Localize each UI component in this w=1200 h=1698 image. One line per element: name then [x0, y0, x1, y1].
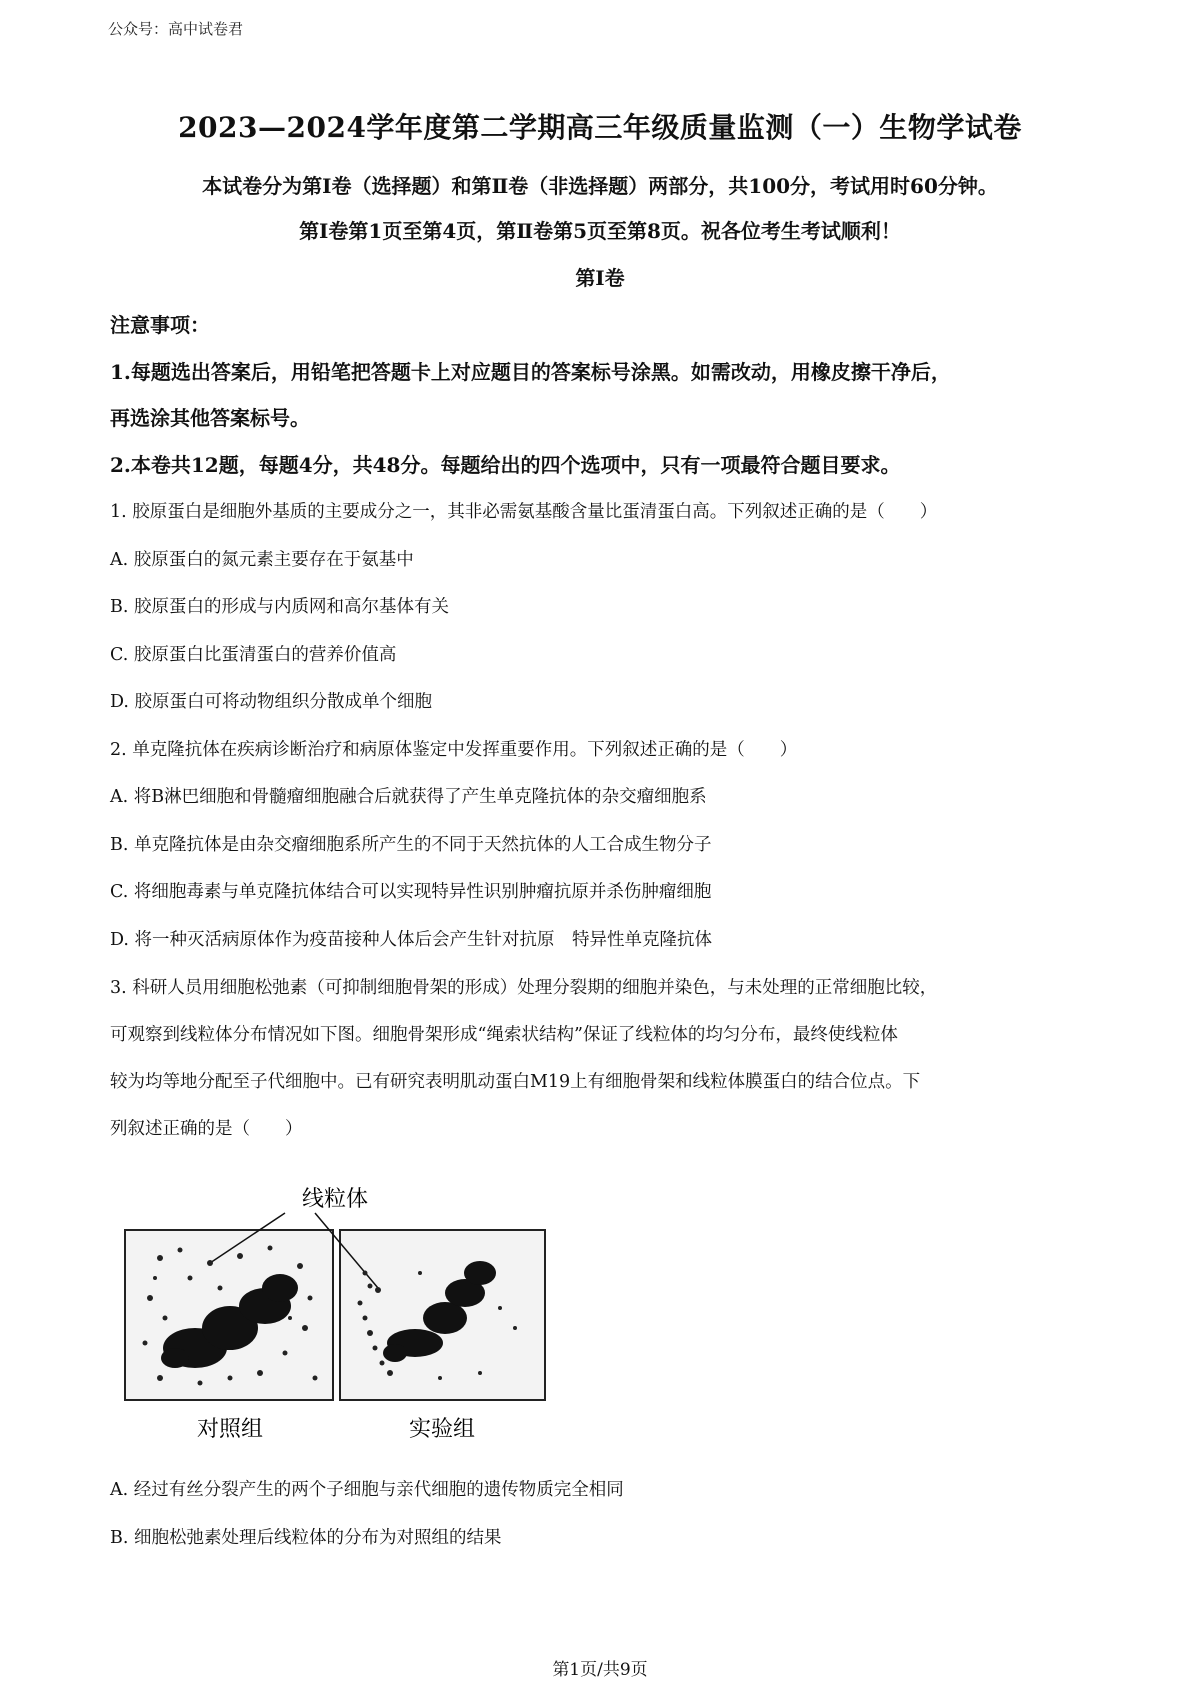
page-title: 2023—2024学年度第二学期高三年级质量监测（一）生物学试卷: [178, 111, 1022, 144]
question-2-option-a: A. 将B淋巴细胞和骨髓瘤细胞融合后就获得了产生单克隆抗体的杂交瘤细胞系: [110, 787, 707, 807]
question-3-stem-line-3: 较为均等地分配至子代细胞中。已有研究表明肌动蛋白M19上有细胞骨架和线粒体膜蛋白的结合位点。下: [110, 1072, 921, 1092]
question-1-option-b: B. 胶原蛋白的形成与内质网和高尔基体有关: [110, 597, 449, 617]
question-2-option-c: C. 将细胞毒素与单克隆抗体结合可以实现特异性识别肿瘤抗原并杀伤肿瘤细胞: [110, 882, 712, 902]
page-footer: 第1页/共9页: [552, 1660, 648, 1680]
question-1-option-a: A. 胶原蛋白的氮元素主要存在于氨基中: [110, 550, 414, 570]
question-1-stem: 1. 胶原蛋白是细胞外基质的主要成分之一，其非必需氨基酸含量比蛋清蛋白高。下列叙述正确的是（ ）: [110, 502, 938, 522]
question-3-option-a: A. 经过有丝分裂产生的两个子细胞与亲代细胞的遗传物质完全相同: [110, 1480, 624, 1500]
section-heading: 第Ⅰ卷: [575, 266, 625, 290]
intro-line-1: 本试卷分为第Ⅰ卷（选择题）和第Ⅱ卷（非选择题）两部分，共100分，考试用时60分钟。: [202, 174, 998, 198]
watermark: 公众号：高中试卷君: [108, 20, 244, 38]
mitochondria-label: 线粒体: [301, 1186, 369, 1211]
question-1-option-c: C. 胶原蛋白比蛋清蛋白的营养价值高: [110, 645, 397, 665]
intro-line-2: 第Ⅰ卷第1页至第4页，第Ⅱ卷第5页至第8页。祝各位考生考试顺利！: [299, 219, 901, 243]
experiment-caption: 实验组: [408, 1416, 476, 1441]
question-1-option-d: D. 胶原蛋白可将动物组织分散成单个细胞: [110, 692, 433, 712]
question-2-option-b: B. 单克隆抗体是由杂交瘤细胞系所产生的不同于天然抗体的人工合成生物分子: [110, 835, 712, 855]
notice-item-2: 2.本卷共12题，每题4分，共48分。每题给出的四个选项中，只有一项最符合题目要求。: [110, 453, 901, 477]
notice-heading: 注意事项：: [110, 313, 210, 337]
notice-item-1-line-2: 再选涂其他答案标号。: [110, 406, 310, 430]
mitochondria-figure: [120, 1178, 550, 1443]
question-3-stem-line-1: 3. 科研人员用细胞松弛素（可抑制细胞骨架的形成）处理分裂期的细胞并染色，与未处理的正常细胞比较，: [110, 978, 938, 998]
question-3-option-b: B. 细胞松弛素处理后线粒体的分布为对照组的结果: [110, 1528, 502, 1548]
mitochondria-micrograph: [120, 1178, 550, 1443]
question-2-stem: 2. 单克隆抗体在疾病诊断治疗和病原体鉴定中发挥重要作用。下列叙述正确的是（ ）: [110, 740, 798, 760]
question-3-stem-line-2: 可观察到线粒体分布情况如下图。细胞骨架形成“绳索状结构”保证了线粒体的均匀分布，最终使线粒体: [110, 1025, 898, 1045]
question-3-stem-line-4: 列叙述正确的是（ ）: [110, 1119, 303, 1139]
question-2-option-d: D. 将一种灭活病原体作为疫苗接种人体后会产生针对抗原 特异性单克隆抗体: [110, 930, 713, 950]
control-caption: 对照组: [196, 1416, 264, 1441]
notice-item-1-line-1: 1.每题选出答案后，用铅笔把答题卡上对应题目的答案标号涂黑。如需改动，用橡皮擦干净后，: [110, 360, 951, 384]
